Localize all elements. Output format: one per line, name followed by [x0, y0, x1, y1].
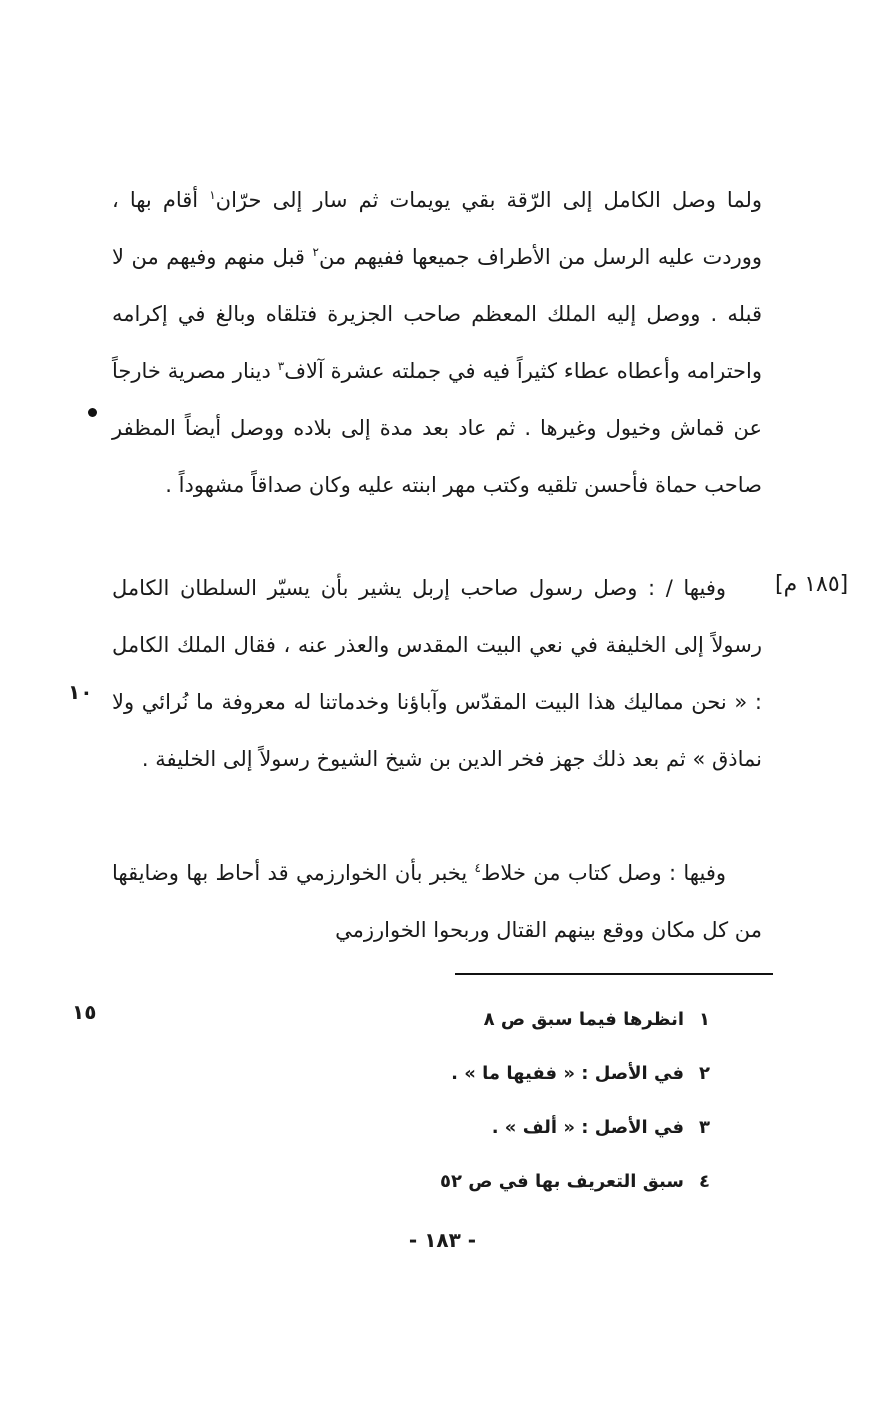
footnote-text: في الأصل : « ألف » .: [491, 1117, 684, 1138]
paragraph-2: [112, 560, 762, 788]
line-number-10: ١٠: [68, 680, 93, 704]
footnote-1: [390, 1000, 710, 1054]
footnote-ref-3: ٣: [277, 359, 285, 373]
page-number: - ١٨٣ -: [408, 1228, 477, 1252]
paragraph-3-text-a: وفيها : وصل كتاب من خلاط: [481, 861, 727, 885]
paragraph-3-text-b: يخبر بأن الخوارزمي قد أحاط بها وضايقها من كل مكان ووقع بينهم القتال وربحوا الخوارزمي: [112, 861, 762, 942]
paragraph-1-text-b: أقام بها ، ووردت عليه الرسل من الأطراف جميعها ففيهم من: [112, 188, 762, 269]
original-page-reference: [١٨٥ م]: [775, 572, 849, 597]
footnote-4: [390, 1162, 710, 1216]
footnote-text: سبق التعريف بها في ص ٥٢: [439, 1171, 684, 1192]
footnote-ref-4: ٤: [474, 861, 481, 875]
footnote-text: انظرها فيما سبق ص ٨: [483, 1009, 684, 1030]
footnote-2: [390, 1054, 710, 1108]
line-5-marker: [88, 408, 97, 417]
footnote-number: ٤: [699, 1171, 710, 1192]
paragraph-3: [112, 845, 762, 959]
footnote-number: ٣: [699, 1117, 710, 1138]
paragraph-1-text-a: ولما وصل الكامل إلى الرّقة بقي يويمات ثم سار إلى حرّان: [215, 188, 762, 212]
paragraph-1-text-c: قبل منهم وفيهم من لا قبله . ووصل إليه الملك المعظم صاحب الجزيرة فتلقاه وبالغ في إكرامه واحترامه وأعطاه عطاء كثيراً فيه في جملته عشرة آلاف: [112, 245, 762, 383]
footnote-separator: [455, 973, 773, 975]
footnote-ref-1: ١: [209, 188, 216, 202]
footnote-ref-2: ٢: [312, 245, 319, 259]
line-number-15: ١٥: [72, 1000, 97, 1024]
footnote-text: في الأصل : « ففيها ما » .: [451, 1063, 684, 1084]
footnote-number: ٢: [699, 1063, 710, 1084]
paragraph-2-text: وفيها / : وصل رسول صاحب إربل يشير بأن يسيّر السلطان الكامل رسولاً إلى الخليفة في نعي البيت المقدس والعذر عنه ، فقال الملك الكامل : « نحن مماليك هذا البيت المقدّس وآباؤنا وخدماتنا له معروفة ما نُرائي ولا نماذق » ثم بعد ذلك جهز فخر الدين بن شيخ الشيوخ رسولاً إلى الخليفة .: [112, 576, 762, 771]
footnote-3: [390, 1108, 710, 1162]
footnote-number: ١: [699, 1009, 710, 1030]
paragraph-1: [112, 172, 762, 514]
footnotes: [390, 1000, 710, 1216]
paragraph-1-text-d: دينار مصرية خارجاً عن قماش وخيول وغيرها . ثم عاد بعد مدة إلى بلاده ووصل أيضاً المظفر صاحب حماة فأحسن تلقيه وكتب مهر ابنته عليه وكان صداقاً مشهوداً .: [112, 359, 762, 497]
